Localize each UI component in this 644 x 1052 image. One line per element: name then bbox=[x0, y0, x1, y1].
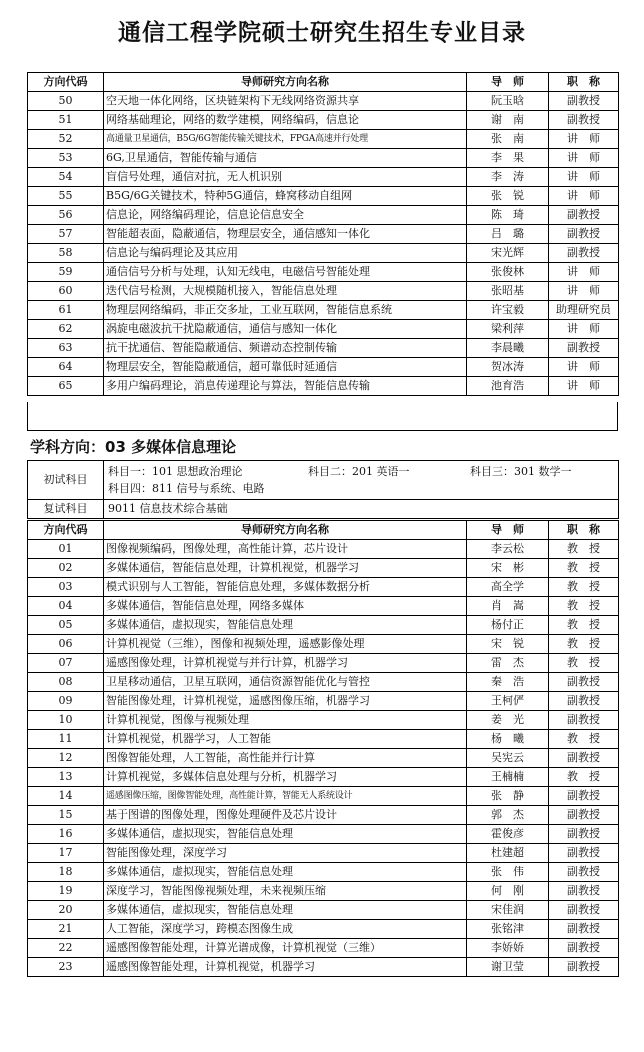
rank-cell: 讲 师 bbox=[549, 377, 619, 396]
code-cell: 14 bbox=[28, 787, 104, 806]
table-row bbox=[28, 130, 619, 149]
rank-cell: 副教授 bbox=[549, 111, 619, 130]
table-header-row bbox=[28, 73, 619, 92]
table-row bbox=[28, 863, 619, 882]
table-row bbox=[28, 263, 619, 282]
table-row bbox=[28, 559, 619, 578]
name-cell: 卫星移动通信，卫星互联网，通信资源智能优化与管控 bbox=[104, 673, 467, 692]
rank-cell: 副教授 bbox=[549, 244, 619, 263]
code-cell: 58 bbox=[28, 244, 104, 263]
rank-cell: 副教授 bbox=[549, 844, 619, 863]
name-cell: 物理层安全，智能隐蔽通信，超可靠低时延通信 bbox=[104, 358, 467, 377]
table-row bbox=[28, 206, 619, 225]
code-cell: 01 bbox=[28, 540, 104, 559]
advisor-cell: 李晨曦 bbox=[467, 339, 549, 358]
advisor-table-2 bbox=[27, 520, 619, 977]
rank-cell: 讲 师 bbox=[549, 320, 619, 339]
rank-cell: 讲 师 bbox=[549, 168, 619, 187]
header-rank: 职 称 bbox=[549, 521, 619, 540]
retest-label: 复试科目 bbox=[28, 500, 104, 519]
table-row bbox=[28, 654, 619, 673]
rank-cell: 教 授 bbox=[549, 597, 619, 616]
advisor-cell: 秦 浩 bbox=[467, 673, 549, 692]
advisor-cell: 肖 嵩 bbox=[467, 597, 549, 616]
exam-subjects-table bbox=[27, 460, 619, 519]
advisor-cell: 何 刚 bbox=[467, 882, 549, 901]
header-advisor: 导 师 bbox=[467, 73, 549, 92]
table-row bbox=[28, 301, 619, 320]
advisor-cell: 陈 琦 bbox=[467, 206, 549, 225]
blank-row bbox=[27, 402, 618, 431]
advisor-cell: 谢 南 bbox=[467, 111, 549, 130]
table-row bbox=[28, 920, 619, 939]
advisor-cell: 贺冰涛 bbox=[467, 358, 549, 377]
rank-cell: 教 授 bbox=[549, 616, 619, 635]
rank-cell: 副教授 bbox=[549, 673, 619, 692]
advisor-cell: 杨 曦 bbox=[467, 730, 549, 749]
header-advisor: 导 师 bbox=[467, 521, 549, 540]
prelim-subject-4: 科目四：811 信号与系统、电路 bbox=[108, 482, 265, 495]
name-cell: 多用户编码理论，消息传递理论与算法，智能信息传输 bbox=[104, 377, 467, 396]
table-row bbox=[28, 768, 619, 787]
code-cell: 20 bbox=[28, 901, 104, 920]
table-row bbox=[28, 339, 619, 358]
advisor-cell: 雷 杰 bbox=[467, 654, 549, 673]
advisor-cell: 张 静 bbox=[467, 787, 549, 806]
advisor-cell: 张昭基 bbox=[467, 282, 549, 301]
code-cell: 11 bbox=[28, 730, 104, 749]
prelim-label: 初试科目 bbox=[28, 461, 104, 500]
rank-cell: 讲 师 bbox=[549, 282, 619, 301]
code-cell: 53 bbox=[28, 149, 104, 168]
code-cell: 52 bbox=[28, 130, 104, 149]
rank-cell: 副教授 bbox=[549, 939, 619, 958]
table-body-1 bbox=[28, 92, 619, 396]
name-cell: 模式识别与人工智能，智能信息处理，多媒体数据分析 bbox=[104, 578, 467, 597]
name-cell: 高通量卫星通信，B5G/6G智能传输关键技术，FPGA高速并行处理 bbox=[104, 130, 467, 149]
name-cell: 多媒体通信，智能信息处理，网络多媒体 bbox=[104, 597, 467, 616]
code-cell: 03 bbox=[28, 578, 104, 597]
advisor-cell: 梁利萍 bbox=[467, 320, 549, 339]
advisor-cell: 宋佳润 bbox=[467, 901, 549, 920]
advisor-cell: 池育浩 bbox=[467, 377, 549, 396]
advisor-cell: 谢卫莹 bbox=[467, 958, 549, 977]
code-cell: 15 bbox=[28, 806, 104, 825]
name-cell: 多媒体通信，虚拟现实，智能信息处理 bbox=[104, 863, 467, 882]
code-cell: 09 bbox=[28, 692, 104, 711]
rank-cell: 教 授 bbox=[549, 540, 619, 559]
table-row bbox=[28, 882, 619, 901]
table-row bbox=[28, 597, 619, 616]
name-cell: 网络基础理论，网络的数学建模，网络编码，信息论 bbox=[104, 111, 467, 130]
prelim-subject-2: 科目二：201 英语一 bbox=[308, 465, 410, 478]
name-cell: 迭代信号检测，大规模随机接入，智能信息处理 bbox=[104, 282, 467, 301]
code-cell: 06 bbox=[28, 635, 104, 654]
code-cell: 57 bbox=[28, 225, 104, 244]
code-cell: 18 bbox=[28, 863, 104, 882]
rank-cell: 副教授 bbox=[549, 901, 619, 920]
name-cell: 信息论，网络编码理论，信息论信息安全 bbox=[104, 206, 467, 225]
name-cell: 遥感图像处理，计算机视觉与并行计算，机器学习 bbox=[104, 654, 467, 673]
advisor-cell: 宋 锐 bbox=[467, 635, 549, 654]
page-title: 通信工程学院硕士研究生招生专业目录 bbox=[118, 20, 526, 46]
table-row bbox=[28, 730, 619, 749]
table-row bbox=[28, 225, 619, 244]
code-cell: 50 bbox=[28, 92, 104, 111]
advisor-cell: 杜建超 bbox=[467, 844, 549, 863]
advisor-cell: 王楠楠 bbox=[467, 768, 549, 787]
name-cell: 智能超表面，隐蔽通信，物理层安全，通信感知一体化 bbox=[104, 225, 467, 244]
rank-cell: 副教授 bbox=[549, 825, 619, 844]
name-cell: 智能图像处理，深度学习 bbox=[104, 844, 467, 863]
rank-cell: 副教授 bbox=[549, 806, 619, 825]
rank-cell: 助理研究员 bbox=[549, 301, 619, 320]
advisor-table-1 bbox=[27, 72, 619, 396]
name-cell: 人工智能，深度学习，跨模态图像生成 bbox=[104, 920, 467, 939]
table-row bbox=[28, 92, 619, 111]
name-cell: 空天地一体化网络，区块链架构下无线网络资源共享 bbox=[104, 92, 467, 111]
code-cell: 61 bbox=[28, 301, 104, 320]
advisor-cell: 霍俊彦 bbox=[467, 825, 549, 844]
name-cell: 6G,卫星通信，智能传输与通信 bbox=[104, 149, 467, 168]
name-cell: 图像智能处理，人工智能，高性能并行计算 bbox=[104, 749, 467, 768]
rank-cell: 教 授 bbox=[549, 635, 619, 654]
code-cell: 22 bbox=[28, 939, 104, 958]
table-row bbox=[28, 749, 619, 768]
table-row bbox=[28, 673, 619, 692]
name-cell: 遥感图像压缩，图像智能处理，高性能计算，智能无人系统设计 bbox=[104, 787, 467, 806]
advisor-cell: 宋 彬 bbox=[467, 559, 549, 578]
advisor-cell: 张 伟 bbox=[467, 863, 549, 882]
table-row bbox=[28, 692, 619, 711]
advisor-cell: 张俊林 bbox=[467, 263, 549, 282]
code-cell: 19 bbox=[28, 882, 104, 901]
rank-cell: 教 授 bbox=[549, 578, 619, 597]
name-cell: 多媒体通信，虚拟现实，智能信息处理 bbox=[104, 901, 467, 920]
advisor-cell: 姜 光 bbox=[467, 711, 549, 730]
rank-cell: 讲 师 bbox=[549, 149, 619, 168]
table-row bbox=[28, 320, 619, 339]
table-row bbox=[28, 901, 619, 920]
code-cell: 59 bbox=[28, 263, 104, 282]
code-cell: 02 bbox=[28, 559, 104, 578]
table-row bbox=[28, 358, 619, 377]
name-cell: 遥感图像智能处理，计算机视觉，机器学习 bbox=[104, 958, 467, 977]
name-cell: 计算机视觉（三维），图像和视频处理，遥感影像处理 bbox=[104, 635, 467, 654]
header-name: 导师研究方向名称 bbox=[104, 73, 467, 92]
advisor-cell: 张铭津 bbox=[467, 920, 549, 939]
advisor-cell: 吴宪云 bbox=[467, 749, 549, 768]
rank-cell: 副教授 bbox=[549, 711, 619, 730]
name-cell: 遥感图像智能处理，计算光谱成像，计算机视觉（三维） bbox=[104, 939, 467, 958]
code-cell: 51 bbox=[28, 111, 104, 130]
code-cell: 63 bbox=[28, 339, 104, 358]
rank-cell: 副教授 bbox=[549, 225, 619, 244]
table-row bbox=[28, 616, 619, 635]
advisor-cell: 宋光辉 bbox=[467, 244, 549, 263]
section-title: 学科方向：03 多媒体信息理论 bbox=[30, 438, 237, 456]
code-cell: 12 bbox=[28, 749, 104, 768]
rank-cell: 副教授 bbox=[549, 882, 619, 901]
advisor-cell: 阮玉晗 bbox=[467, 92, 549, 111]
prelim-subject-3: 科目三：301 数学一 bbox=[470, 465, 572, 478]
table-row bbox=[28, 111, 619, 130]
advisor-cell: 张 南 bbox=[467, 130, 549, 149]
name-cell: 多媒体通信，虚拟现实，智能信息处理 bbox=[104, 825, 467, 844]
name-cell: 多媒体通信，虚拟现实，智能信息处理 bbox=[104, 616, 467, 635]
retest-subject: 9011 信息技术综合基础 bbox=[104, 500, 619, 519]
code-cell: 54 bbox=[28, 168, 104, 187]
name-cell: 信息论与编码理论及其应用 bbox=[104, 244, 467, 263]
advisor-cell: 吕 璐 bbox=[467, 225, 549, 244]
rank-cell: 讲 师 bbox=[549, 187, 619, 206]
name-cell: 涡旋电磁波抗干扰隐蔽通信，通信与感知一体化 bbox=[104, 320, 467, 339]
code-cell: 21 bbox=[28, 920, 104, 939]
prelim-subjects bbox=[104, 461, 619, 500]
code-cell: 16 bbox=[28, 825, 104, 844]
table-row bbox=[28, 635, 619, 654]
rank-cell: 副教授 bbox=[549, 92, 619, 111]
rank-cell: 副教授 bbox=[549, 920, 619, 939]
name-cell: 深度学习，智能图像视频处理，未来视频压缩 bbox=[104, 882, 467, 901]
name-cell: 智能图像处理，计算机视觉，遥感图像压缩，机器学习 bbox=[104, 692, 467, 711]
rank-cell: 教 授 bbox=[549, 654, 619, 673]
code-cell: 60 bbox=[28, 282, 104, 301]
name-cell: 盲信号处理，通信对抗，无人机识别 bbox=[104, 168, 467, 187]
code-cell: 62 bbox=[28, 320, 104, 339]
advisor-cell: 李娇娇 bbox=[467, 939, 549, 958]
prelim-subject-1: 科目一：101 思想政治理论 bbox=[108, 465, 243, 478]
table-row bbox=[28, 149, 619, 168]
advisor-cell: 郭 杰 bbox=[467, 806, 549, 825]
name-cell: 图像视频编码，图像处理，高性能计算，芯片设计 bbox=[104, 540, 467, 559]
advisor-cell: 李 涛 bbox=[467, 168, 549, 187]
table-row bbox=[28, 244, 619, 263]
table-header-row bbox=[28, 521, 619, 540]
rank-cell: 教 授 bbox=[549, 730, 619, 749]
code-cell: 13 bbox=[28, 768, 104, 787]
name-cell: 物理层网络编码，非正交多址，工业互联网，智能信息系统 bbox=[104, 301, 467, 320]
table-row bbox=[28, 187, 619, 206]
rank-cell: 副教授 bbox=[549, 863, 619, 882]
advisor-cell: 高全学 bbox=[467, 578, 549, 597]
name-cell: 基于图谱的图像处理，图像处理硬件及芯片设计 bbox=[104, 806, 467, 825]
name-cell: B5G/6G关键技术，特种5G通信，蜂窝移动自组网 bbox=[104, 187, 467, 206]
advisor-cell: 张 锐 bbox=[467, 187, 549, 206]
rank-cell: 副教授 bbox=[549, 692, 619, 711]
rank-cell: 副教授 bbox=[549, 339, 619, 358]
table-row bbox=[28, 377, 619, 396]
code-cell: 55 bbox=[28, 187, 104, 206]
table-row bbox=[28, 958, 619, 977]
table-row bbox=[28, 578, 619, 597]
code-cell: 65 bbox=[28, 377, 104, 396]
advisor-cell: 李 果 bbox=[467, 149, 549, 168]
table-body-2 bbox=[28, 540, 619, 977]
code-cell: 17 bbox=[28, 844, 104, 863]
advisor-cell: 李云松 bbox=[467, 540, 549, 559]
name-cell: 抗干扰通信、智能隐蔽通信、频谱动态控制传输 bbox=[104, 339, 467, 358]
rank-cell: 讲 师 bbox=[549, 358, 619, 377]
code-cell: 56 bbox=[28, 206, 104, 225]
header-code: 方向代码 bbox=[28, 521, 104, 540]
rank-cell: 讲 师 bbox=[549, 263, 619, 282]
rank-cell: 讲 师 bbox=[549, 130, 619, 149]
header-code: 方向代码 bbox=[28, 73, 104, 92]
table-row bbox=[28, 825, 619, 844]
code-cell: 23 bbox=[28, 958, 104, 977]
table-row bbox=[28, 844, 619, 863]
code-cell: 04 bbox=[28, 597, 104, 616]
advisor-cell: 杨付正 bbox=[467, 616, 549, 635]
code-cell: 64 bbox=[28, 358, 104, 377]
header-rank: 职 称 bbox=[549, 73, 619, 92]
rank-cell: 教 授 bbox=[549, 768, 619, 787]
table-row bbox=[28, 711, 619, 730]
table-row bbox=[28, 787, 619, 806]
table-row bbox=[28, 540, 619, 559]
advisor-cell: 王柯俨 bbox=[467, 692, 549, 711]
name-cell: 计算机视觉，多媒体信息处理与分析，机器学习 bbox=[104, 768, 467, 787]
table-row bbox=[28, 806, 619, 825]
code-cell: 07 bbox=[28, 654, 104, 673]
header-name: 导师研究方向名称 bbox=[104, 521, 467, 540]
code-cell: 10 bbox=[28, 711, 104, 730]
name-cell: 通信信号分析与处理，认知无线电，电磁信号智能处理 bbox=[104, 263, 467, 282]
name-cell: 多媒体通信，智能信息处理，计算机视觉，机器学习 bbox=[104, 559, 467, 578]
table-row bbox=[28, 939, 619, 958]
advisor-cell: 许宝毅 bbox=[467, 301, 549, 320]
table-row bbox=[28, 282, 619, 301]
code-cell: 08 bbox=[28, 673, 104, 692]
rank-cell: 副教授 bbox=[549, 206, 619, 225]
rank-cell: 副教授 bbox=[549, 749, 619, 768]
rank-cell: 副教授 bbox=[549, 958, 619, 977]
code-cell: 05 bbox=[28, 616, 104, 635]
name-cell: 计算机视觉，图像与视频处理 bbox=[104, 711, 467, 730]
rank-cell: 副教授 bbox=[549, 787, 619, 806]
table-row bbox=[28, 168, 619, 187]
name-cell: 计算机视觉，机器学习，人工智能 bbox=[104, 730, 467, 749]
rank-cell: 教 授 bbox=[549, 559, 619, 578]
